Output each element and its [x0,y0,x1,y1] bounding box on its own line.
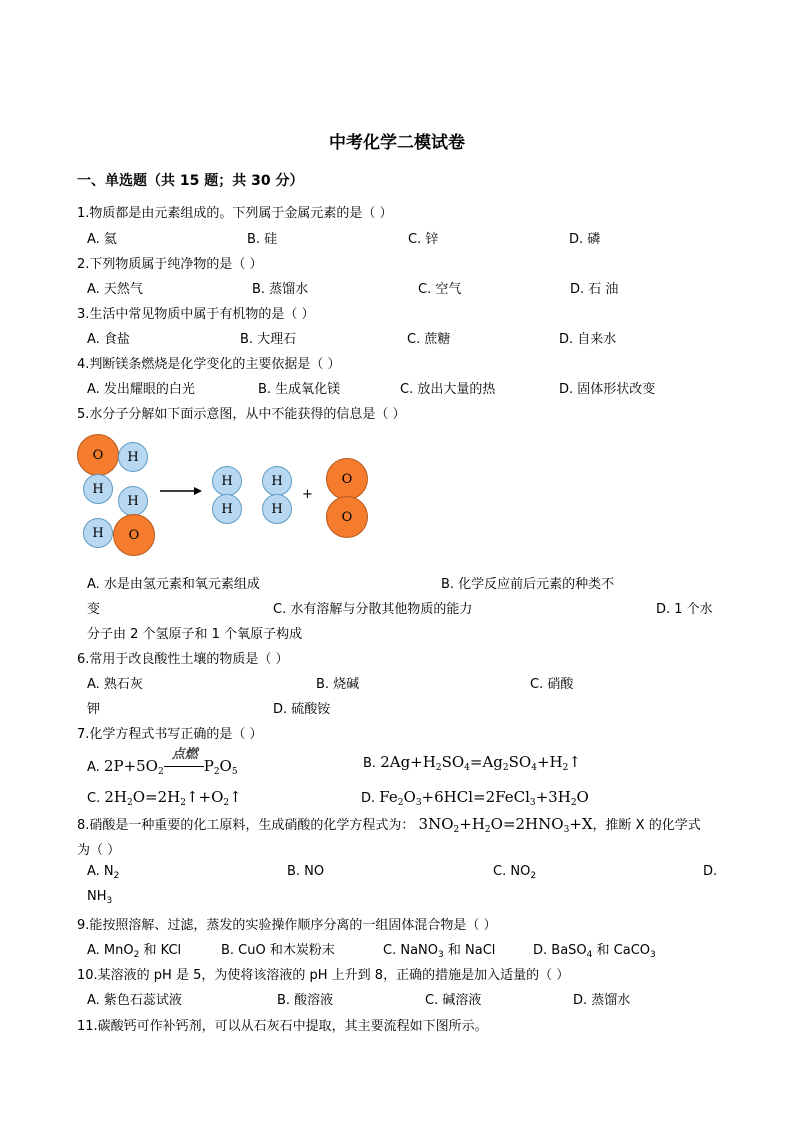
q2-option-b: B. 蒸馏水 [252,282,309,297]
q8-option-c: C. $NO_2$ [493,864,537,881]
q5-option-b: B. 化学反应前后元素的种类不 [441,577,615,592]
section-heading: 一、单选题（共 15 题；共 30 分） [77,173,304,189]
q4-option-a: A. 发出耀眼的白光 [87,382,195,397]
q7-option-c-label: C. [87,791,101,806]
hydrogen-atom: H [118,442,148,472]
q8-option-d-cont: $NH_3$ [87,889,113,906]
q2-option-d: D. 石 油 [570,282,619,297]
q2-stem: 2.下列物质属于纯净物的是（ ） [77,257,263,272]
q9-option-a: A. MnO$_2$ 和 KCl [87,943,182,960]
q5-stem: 5.水分子分解如下面示意图，从中不能获得的信息是（ ） [77,407,406,422]
hydrogen-atom: H [262,494,292,524]
q8-option-d: D. [703,864,718,879]
hydrogen-atom: H [83,518,113,548]
q3-stem: 3.生活中常见物质中属于有机物的是（ ） [77,307,315,322]
hydrogen-atom: H [83,474,113,504]
q1-option-b: B. 硅 [247,232,278,247]
q11-stem: 11.碳酸钙可作补钙剂，可以从石灰石中提取，其主要流程如下图所示。 [77,1019,488,1034]
q8-option-a-text: A. N [87,864,114,879]
q8-option-b: B. NO [287,864,325,879]
condition-arrow [164,747,204,775]
equation-d: $Fe_2O_3+6HCl=2FeCl_3+3H_2O$ [379,788,589,808]
q9-option-a-text-end: 和 KCl [139,943,182,958]
equation-c: $2H_2O=2H_2↑+O_2↑$ [104,788,242,808]
q9-option-c-text: C. NaNO [383,943,438,958]
q9-option-d-text-end: 和 CaCO [592,943,651,958]
q10-option-c: C. 碱溶液 [425,993,482,1008]
q4-option-b: B. 生成氧化镁 [258,382,341,397]
q6-option-c-cont: 钾 [87,702,101,717]
q10-option-a: A. 紫色石蕊试液 [87,993,182,1008]
q1-option-d: D. 磷 [569,232,601,247]
q9-option-c: C. NaNO$_3$ 和 NaCl [383,943,496,960]
q2-option-a: A. 天然气 [87,282,143,297]
q7-option-d [361,788,589,806]
q3-option-d: D. 自来水 [559,332,617,347]
q3-option-b: B. 大理石 [240,332,297,347]
q7-option-b-label: B. [363,756,377,771]
oxygen-atom: O [326,496,368,538]
q8-stem-text-end: ，推断 X 的化学式 [592,818,701,833]
q9-stem: 9.能按照溶解、过滤，蒸发的实验操作顺序分离的一组固体混合物是（ ） [77,918,497,933]
hydrogen-atom: H [262,466,292,496]
reaction-arrow-icon [158,484,204,498]
equation-a: $2P+5O_2$ 点燃 $P_2O_5$ [104,757,238,775]
q7-option-a [87,747,238,777]
q8-option-a: A. $N_2$ [87,864,120,881]
q7-option-d-label: D. [361,791,376,806]
q9-option-a-text: A. MnO [87,943,134,958]
q5-option-d-cont: 分子由 2 个氢原子和 1 个氧原子构成 [87,627,303,642]
q4-option-c: C. 放出大量的热 [400,382,496,397]
q4-stem: 4.判断镁条燃烧是化学变化的主要依据是（ ） [77,357,341,372]
q1-option-c: C. 锌 [408,232,439,247]
hydrogen-atom: H [212,466,242,496]
q10-option-b: B. 酸溶液 [277,993,334,1008]
q6-option-b: B. 烧碱 [316,677,360,692]
q8-stem [77,814,701,833]
q10-stem: 10.某溶液的 pH 是 5，为使将该溶液的 pH 上升到 8，正确的措施是加入适量的（ ） [77,968,570,983]
q10-option-d: D. 蒸馏水 [573,993,631,1008]
q9-option-d-text: D. BaSO [533,943,587,958]
oxygen-atom: O [113,514,155,556]
condition-label: 点燃 [171,747,198,762]
q9-option-d: D. BaSO$_4$ 和 CaCO$_3$ [533,943,656,960]
q9-option-b: B. CuO 和木炭粉末 [221,943,335,958]
oxygen-atom: O [77,434,119,476]
q6-stem: 6.常用于改良酸性土壤的物质是（ ） [77,652,289,667]
hydrogen-atom: H [212,494,242,524]
q8-stem-cont: 为（ ） [77,843,121,858]
q3-option-c: C. 蔗糖 [407,332,451,347]
q9-option-c-text-end: 和 NaCl [443,943,496,958]
q1-stem: 1.物质都是由元素组成的。下列属于金属元素的是（ ） [77,206,393,221]
q6-option-d: D. 硫酸铵 [273,702,331,717]
q5-option-d: D. 1 个水 [656,602,713,617]
plus-sign: + [302,487,313,502]
q8-stem-text: 8.硝酸是一种重要的化工原料，生成硝酸的化学方程式为： [77,818,415,833]
q7-option-b [363,753,581,771]
q6-option-a: A. 熟石灰 [87,677,143,692]
q5-option-a: A. 水是由氢元素和氧元素组成 [87,577,260,592]
q7-option-a-label: A. [87,760,100,775]
equation-q8: $3NO_2+H_2O=2HNO_3+X$ [418,815,593,835]
q6-option-c: C. 硝酸 [530,677,574,692]
q4-option-d: D. 固体形状改变 [559,382,656,397]
q5-option-c: C. 水有溶解与分散其他物质的能力 [273,602,473,617]
q7-stem: 7.化学方程式书写正确的是（ ） [77,727,263,742]
q8-option-c-text: C. NO [493,864,531,879]
equation-b: $2Ag+H_2SO_4=Ag_2SO_4+H_2↑$ [380,753,581,773]
q5-option-b-cont: 变 [87,602,101,617]
q1-option-a: A. 氦 [87,232,117,247]
q2-option-c: C. 空气 [418,282,462,297]
page-title: 中考化学二模试卷 [329,133,465,153]
hydrogen-atom: H [118,486,148,516]
oxygen-atom: O [326,458,368,500]
q7-option-c [87,788,242,806]
q8-option-d-text: NH [87,889,107,904]
q3-option-a: A. 食盐 [87,332,130,347]
